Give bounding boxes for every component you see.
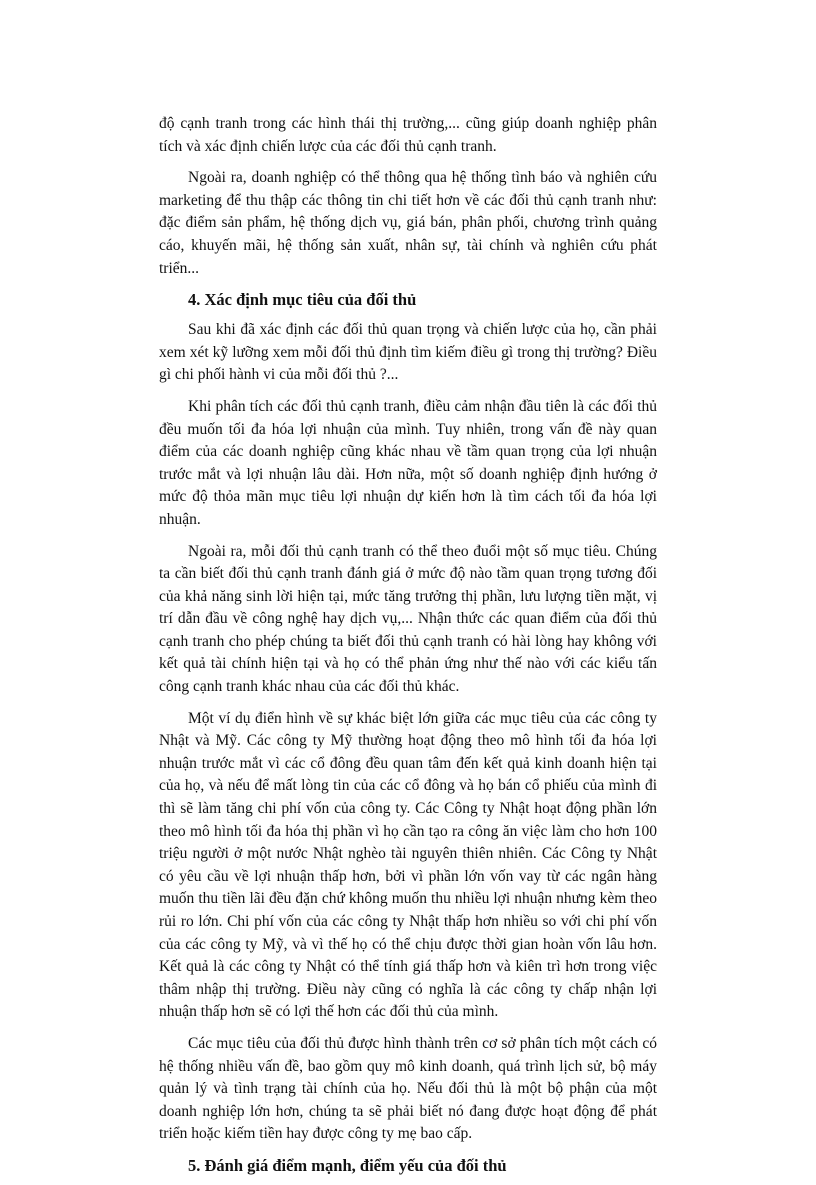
paragraph-intelligence-marketing: Ngoài ra, doanh nghiệp có thể thông qua hệ thống tình báo và nghiên cứu marketing để thu thập các thông tin chi tiết hơn về các đối thủ cạnh tranh như: đặc điểm sản phẩm, hệ thống dịch vụ, giá bán, phân phối, chương trình quảng cáo, khuyến mãi, hệ thống sản xuất, nhân sự, tài chính và nghiên cứu phát triển... [159,169,657,277]
paragraph-4-3: Ngoài ra, mỗi đối thủ cạnh tranh có thể theo đuổi một số mục tiêu. Chúng ta cần biết đối thủ cạnh tranh đánh giá ở mức độ nào tầm quan trọng tương đối của khả năng sinh lời hiện tại, mức tăng trưởng thị phần, lưu lượng tiền mặt, vị trí dẫn đầu về công nghệ hay dịch vụ,... Nhận thức các quan điểm của đối thủ cạnh tranh cho phép chúng ta biết đối thủ cạnh tranh có hài lòng hay không với kết quả tài chính hiện tại và họ có thể phản ứng như thế nào với các kiểu tấn công cạnh tranh khác nhau của các đối thủ khác. [159,542,657,696]
paragraph-4-1: Sau khi đã xác định các đối thủ quan trọng và chiến lược của họ, cần phải xem xét kỹ lưỡng xem mỗi đối thủ định tìm kiếm điều gì trong thị trường? Điều gì chi phối hành vi của mỗi đối thủ ?... [159,321,657,384]
section-heading-4: 4. Xác định mục tiêu của đối thủ [188,290,417,310]
paragraph-4-4: Một ví dụ điển hình về sự khác biệt lớn giữa các mục tiêu của các công ty Nhật và Mỹ. Các công ty Mỹ thường hoạt động theo mô hình tối đa hóa lợi nhuận trước mắt vì các cổ đông đều quan tâm đến kết quả kinh doanh hiện tại của họ, và nếu để mất lòng tin của các cổ đông và họ bán cổ phiếu của mình đi thì sẽ làm tăng chi phí vốn của công ty. Các Công ty Nhật hoạt động phần lớn theo mô hình tối đa hóa thị phần vì họ cần tạo ra công ăn việc làm cho hơn 100 triệu người ở một nước Nhật nghèo tài nguyên thiên nhiên. Các Công ty Nhật có yêu cầu về lợi nhuận thấp hơn, bởi vì phần lớn vốn vay từ các ngân hàng muốn thu tiền lãi đều đặn chứ không muốn thu nhiều lợi nhuận nhưng kèm theo rủi ro lớn. Chi phí vốn của các công ty Nhật thấp hơn nhiều so với chi phí vốn của các công ty Mỹ, và vì thế họ có thể chịu được thời gian hoàn vốn lâu hơn. Kết quả là các công ty Nhật có thể tính giá thấp hơn và kiên trì hơn trong việc thâm nhập thị trường. Điều này cũng có nghĩa là các công ty chấp nhận lợi nhuận thấp hơn sẽ có lợi thế hơn các đối thủ của mình. [159,709,657,1021]
paragraph-intro-continuation: độ cạnh tranh trong các hình thái thị trường,... cũng giúp doanh nghiệp phân tích và xác định chiến lược của các đối thủ cạnh tranh. [159,115,657,155]
paragraph-4-5: Các mục tiêu của đối thủ được hình thành trên cơ sở phân tích một cách có hệ thống nhiều vấn đề, bao gồm quy mô kinh doanh, quá trình lịch sử, bộ máy quản lý và tình trạng tài chính của họ. Nếu đối thủ là một bộ phận của một doanh nghiệp lớn hơn, chúng ta sẽ phải biết nó đang được hoạt động để phát triển hoặc kiếm tiền hay được công ty mẹ bao cấp. [159,1034,657,1143]
section-heading-5: 5. Đánh giá điểm mạnh, điểm yếu của đối thủ [188,1155,507,1175]
document-page [159,113,657,1185]
paragraph-4-2: Khi phân tích các đối thủ cạnh tranh, điều cảm nhận đầu tiên là các đối thủ đều muốn tối đa hóa lợi nhuận của mình. Tuy nhiên, trong vấn đề này quan điểm của các doanh nghiệp cũng khác nhau về tầm quan trọng của lợi nhuận trước mắt và lợi nhuận lâu dài. Hơn nữa, một số doanh nghiệp định hướng ở mức độ thỏa mãn mục tiêu lợi nhuận dự kiến hơn là tìm cách tối đa hóa lợi nhuận. [159,397,657,528]
